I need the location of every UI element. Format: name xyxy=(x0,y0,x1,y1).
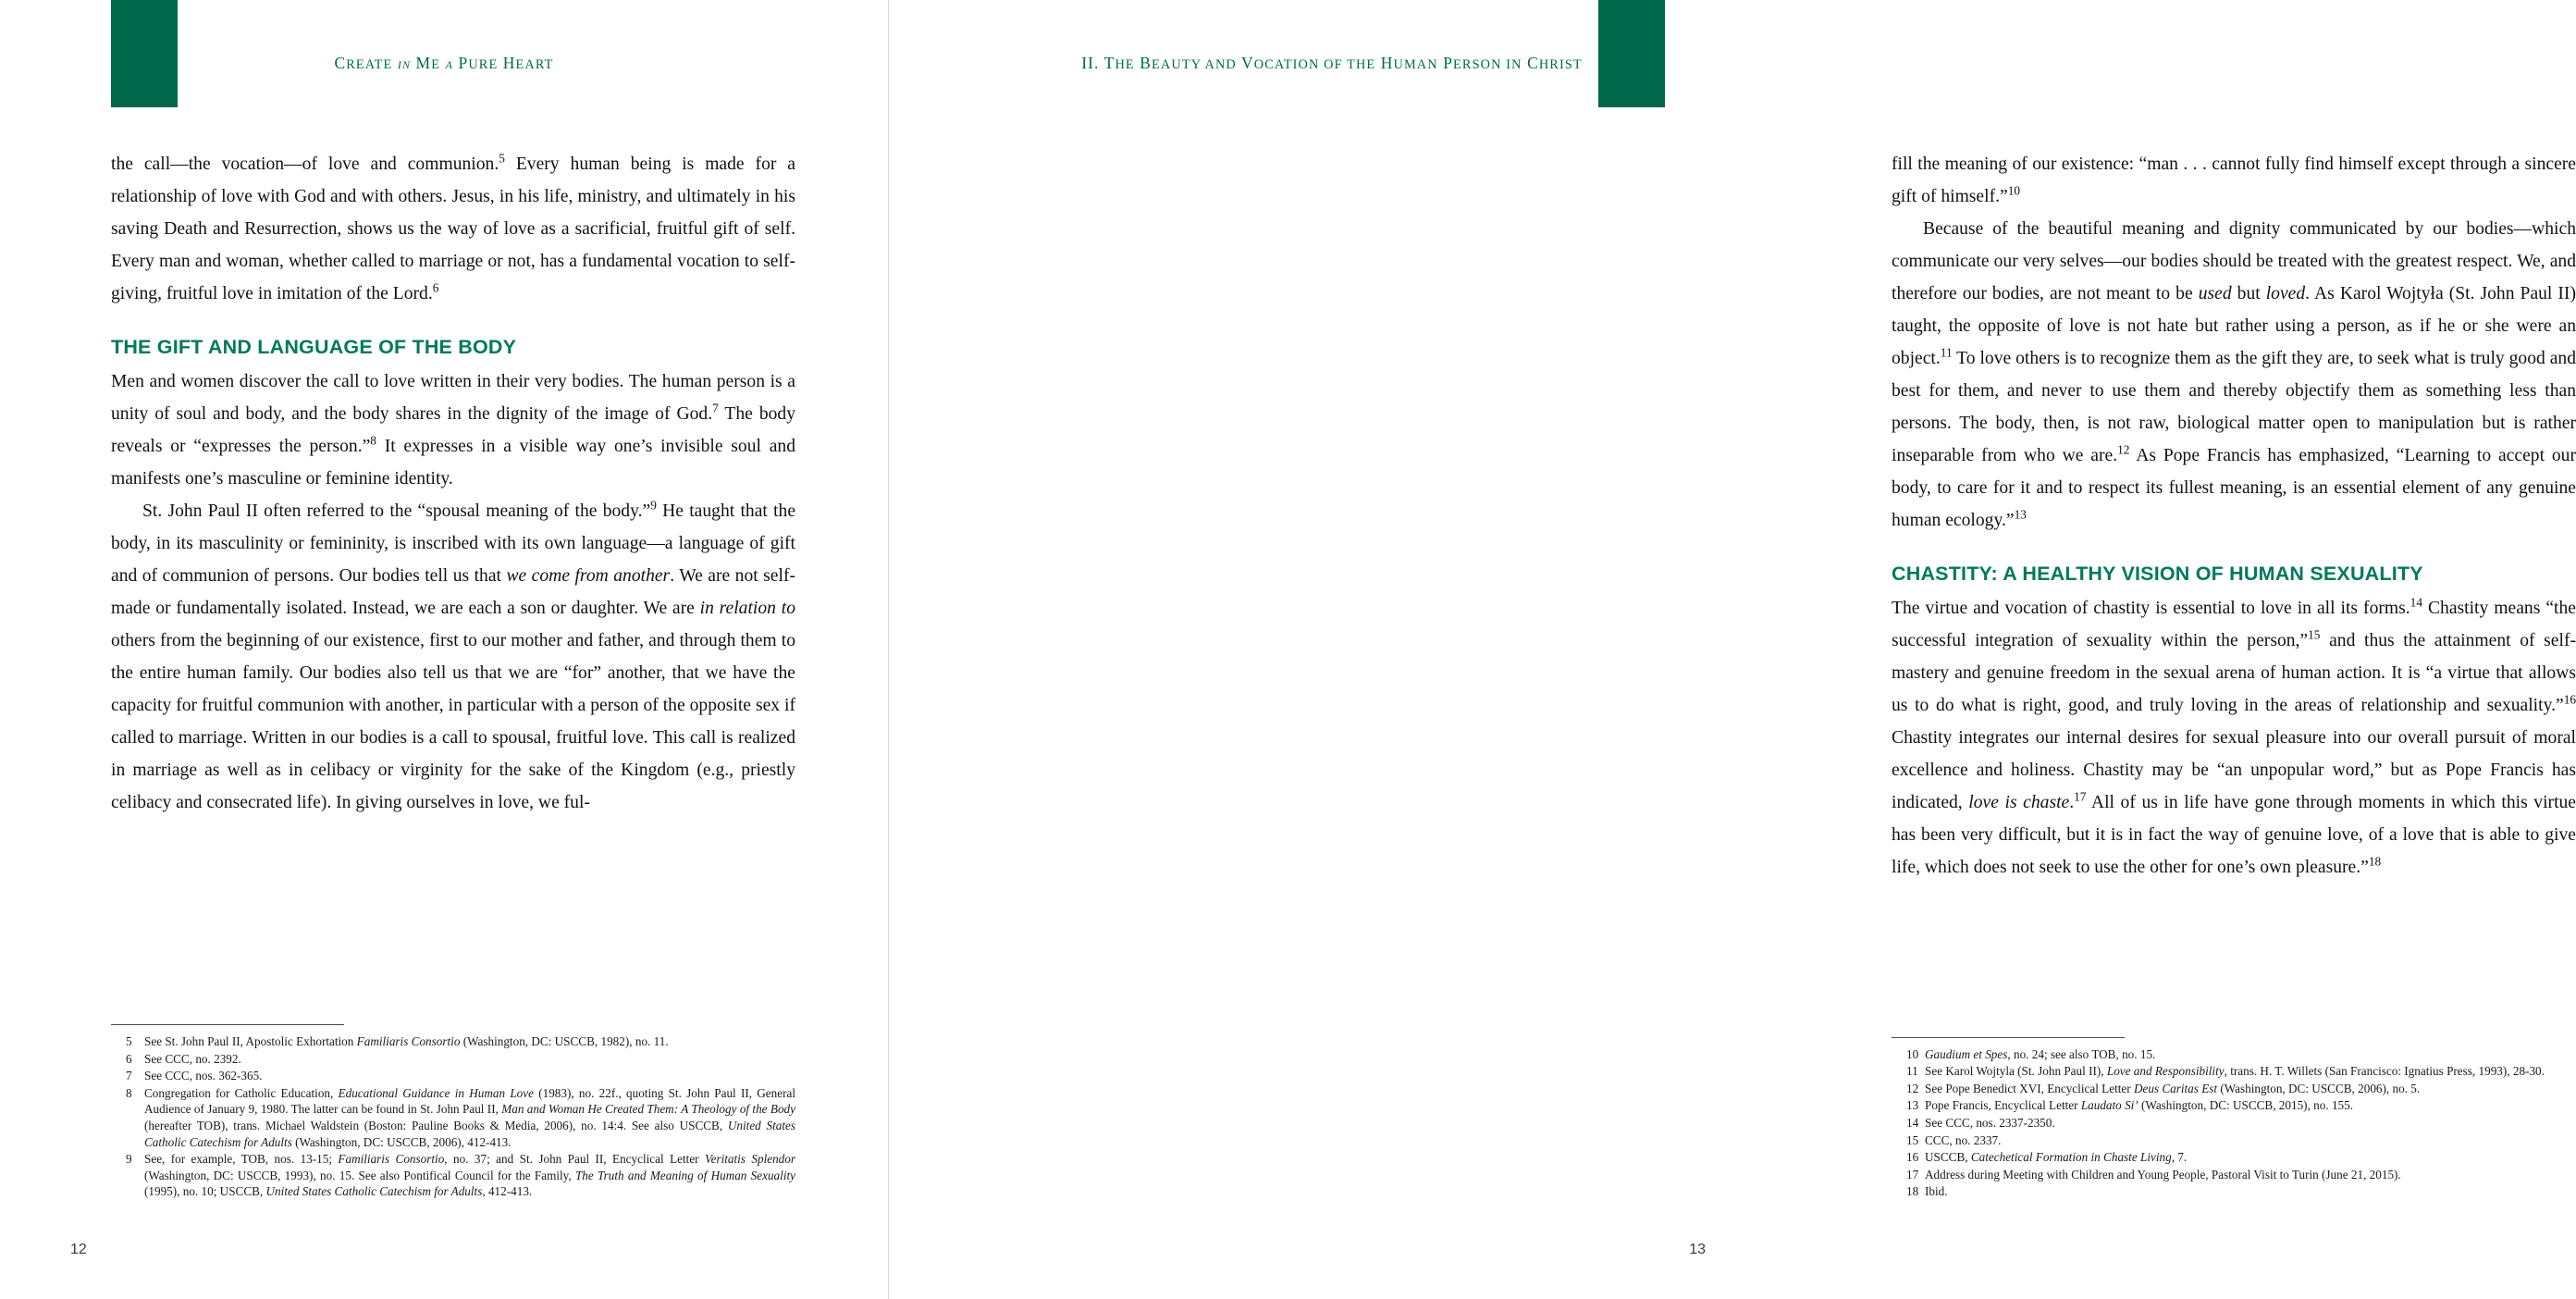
paragraph-continuation-right: fill the meaning of our existence: “man . . . cannot fully find himself except through a sincere gift of himself.”$^{10}$ xyxy=(1892,155,2576,206)
paragraph-body-unity: Men and women discover the call to love written in their very bodies. The human person is a unity of soul and body, and the body shares in the dignity of the image of God.$^7$ The body reveals or “expresses the person.”$^8$ It expresses in a visible way one’s invisible soul and manifests one’s masculine or feminine identity. xyxy=(111,372,796,489)
paragraph-chastity: The virtue and vocation of chastity is essential to love in all its forms.$^{14}$ Chastity means “the successful integration of sexuality within the person,”$^{15}$ and thus the attainment of self-mastery and genuine freedom in the sexual arena of human action. It is “a virtue that allows us to do what is right, good, and truly loving in the areas of relationship and sexuality.”$^{16}$ Chastity integrates our internal desires for sexual pleasure into our overall pursuit of moral excellence and holiness. Chastity may be “an unpopular word,” but as Pope Francis has indicated, love is chaste.$^{17}$ All of us in life have gone through moments in which this virtue has been very difficult, but it is in fact the way of genuine love, of a love that is able to give life, which does not seek to use the other for one’s own pleasure.”$^{18}$ xyxy=(1892,595,2576,877)
footnote-ref-5: 5 xyxy=(499,151,505,166)
footnote-item xyxy=(1892,1063,2576,1080)
footnote-number: 13 xyxy=(1906,1098,1919,1113)
footnote-item xyxy=(111,1085,795,1150)
footnote-ref-18: 18 xyxy=(2368,854,2382,869)
footnote-text: Congregation for Catholic Education, Educational Guidance in Human Love (1983), no. 22f., quoting St. John Paul II, General Audience of January 9, 1980. The latter can be found in St. John Paul II, Man and Woman He Created Them: A Theology of the Body (hereafter TOB), trans. Michael Waldstein (Boston: Pauline Books & Media, 2006), no. 14:4. See also USCCB, United States Catholic Catechism for Adults (Washington, DC: USCCB, 2006), 412-413. xyxy=(144,1085,796,1149)
footnote-item xyxy=(1892,1183,2576,1200)
footnote-ref-17: 17 xyxy=(2074,789,2087,804)
footnote-item xyxy=(111,1033,795,1050)
footnote-ref-15: 15 xyxy=(2308,627,2321,642)
footnote-item xyxy=(1892,1167,2576,1183)
left-page xyxy=(0,0,888,1299)
running-head-right xyxy=(888,54,1776,73)
footnote-text: Gaudium et Spes, no. 24; see also TOB, no. 15. xyxy=(1925,1046,2156,1061)
footnote-number: 10 xyxy=(1906,1046,1919,1061)
left-column-body xyxy=(111,148,795,819)
footnote-number: 6 xyxy=(126,1051,132,1066)
footnote-number: 15 xyxy=(1906,1132,1919,1147)
footnote-text: See St. John Paul II, Apostolic Exhortation Familiaris Consortio (Washington, DC: USCCB, 1982), no. 11. xyxy=(144,1034,669,1049)
footnote-text: See Pope Benedict XVI, Encyclical Letter Deus Caritas Est (Washington, DC: USCCB, 2006), no. 5. xyxy=(1925,1081,2421,1095)
footnote-item xyxy=(1892,1132,2576,1149)
footnote-ref-7: 7 xyxy=(712,401,719,415)
footnote-ref-9: 9 xyxy=(650,498,657,513)
footnote-ref-14: 14 xyxy=(2410,595,2422,610)
footnote-item xyxy=(1892,1046,2576,1063)
right-page xyxy=(888,0,2576,1299)
footnote-text: Pope Francis, Encyclical Letter Laudato Si’ (Washington, DC: USCCB, 2015), no. 155. xyxy=(1925,1098,2354,1113)
footnote-item xyxy=(1892,1149,2576,1166)
footnote-ref-11: 11 xyxy=(1940,345,1953,360)
right-column-body xyxy=(1892,148,2576,884)
footnote-text: See CCC, nos. 2337-2350. xyxy=(1925,1116,2055,1131)
footnote-text: See Karol Wojtyla (St. John Paul II), Love and Responsibility, trans. H. T. Willets (San Francisco: Ignatius Press, 1993), 28-30. xyxy=(1925,1064,2545,1079)
footnote-item xyxy=(111,1151,795,1200)
footnote-text: USCCB, Catechetical Formation in Chaste Living, 7. xyxy=(1925,1150,2188,1165)
footnote-number: 18 xyxy=(1906,1184,1919,1199)
paragraph-bodies-respect: Because of the beautiful meaning and dignity communicated by our bodies—which communicate our very selves—our bodies should be treated with the greatest respect. We, and therefore our bodies, are not meant to be used but loved. As Karol Wojtyła (St. John Paul II) taught, the opposite of love is not hate but rather using a person, as if he or she were an object.$^{11}$ To love others is to recognize them as the gift they are, to seek what is truly good and best for them, and never to use them and thereby objectify them as something less than persons. The body, then, is not raw, biological matter open to manipulation but is rather inseparable from who we are.$^{12}$ As Pope Francis has emphasized, “Learning to accept our body, to care for it and to respect its fullest meaning, is an essential element of any genuine human ecology.”$^{13}$ xyxy=(1892,219,2576,530)
footnote-text: See CCC, nos. 362-365. xyxy=(144,1069,263,1083)
footnote-ref-16: 16 xyxy=(2563,692,2576,707)
running-head-left xyxy=(0,54,888,73)
footnote-text: CCC, no. 2337. xyxy=(1925,1132,2002,1147)
section-heading-gift-and-language-of-the-body: THE GIFT AND LANGUAGE OF THE BODY xyxy=(111,336,517,358)
footnote-item xyxy=(1892,1081,2576,1097)
page-gutter-divider xyxy=(888,0,889,1299)
footnote-ref-13: 13 xyxy=(2014,507,2027,522)
footnote-separator-rule xyxy=(1892,1037,2125,1038)
footnote-ref-12: 12 xyxy=(2117,442,2130,457)
footnote-item xyxy=(111,1051,795,1068)
footnote-number: 5 xyxy=(126,1034,132,1049)
footnote-number: 12 xyxy=(1906,1081,1919,1095)
footnote-item xyxy=(1892,1097,2576,1114)
footnote-text: Address during Meeting with Children and Young People, Pastoral Visit to Turin (June 21, 2015). xyxy=(1925,1167,2401,1181)
footnote-ref-8: 8 xyxy=(370,433,376,448)
running-head-right-text: II. THE BEAUTY AND VOCATION OF THE HUMAN PERSON IN CHRIST xyxy=(1081,54,1583,72)
footnote-text: Ibid. xyxy=(1925,1184,1948,1199)
footnote-ref-10: 10 xyxy=(2007,183,2021,198)
footnote-number: 16 xyxy=(1906,1150,1919,1165)
section-heading-chastity: CHASTITY: A HEALTHY VISION OF HUMAN SEXUALITY xyxy=(1892,563,2423,585)
footnote-number: 17 xyxy=(1906,1167,1919,1181)
paragraph-continuation: the call—the vocation—of love and communion.$^5$ Every human being is made for a relationship of love with God and with others. Jesus, in his life, ministry, and ultimately in his saving Death and Resurrection, shows us the way of love as a sacrificial, fruitful gift of self. Every man and woman, whether called to marriage or not, has a fundamental vocation to self-giving, fruitful love in imitation of the Lord.$^6$ xyxy=(111,151,795,303)
footnote-number: 7 xyxy=(126,1069,132,1083)
footnote-text: See CCC, no. 2392. xyxy=(144,1051,241,1066)
page-number-right: 13 xyxy=(1689,1242,1706,1257)
footnote-separator-rule xyxy=(111,1024,344,1025)
paragraph-spousal-meaning: St. John Paul II often referred to the “spousal meaning of the body.”$^9$ He taught that the body, in its masculinity or femininity, is inscribed with its own language—a language of gift and of communion of persons. Our bodies tell us that we come from another. We are not self-made or fundamentally isolated. Instead, we are each a son or daughter. We are in relation to others from the beginning of our existence, first to our mother and father, and through them to the entire human family. Our bodies also tell us that we are “for” another, that we have the capacity for fruitful communion with another, in particular with a person of the opposite sex if called to marriage. Written in our bodies is a call to spousal, fruitful love. This call is realized in marriage as well as in celibacy or virginity for the sake of the Kingdom (e.g., priestly celibacy and consecrated life). In giving ourselves in love, we ful- xyxy=(111,498,796,812)
page-number-left: 12 xyxy=(70,1242,87,1257)
footnote-number: 14 xyxy=(1906,1116,1919,1131)
footnotes-left xyxy=(111,1024,795,1201)
footnotes-right xyxy=(1892,1037,2576,1201)
footnote-item xyxy=(1892,1115,2576,1132)
footnote-text: See, for example, TOB, nos. 13-15; Familiaris Consortio, no. 37; and St. John Paul II, Encyclical Letter Veritatis Splendor (Washington, DC: USCCB, 1993), no. 15. See also Pontifical Council for the Family, The Truth and Meaning of Human Sexuality (1995), no. 10; USCCB, United States Catholic Catechism for Adults, 412-413. xyxy=(144,1152,796,1199)
footnote-ref-6: 6 xyxy=(432,280,439,295)
running-head-left-text: CREATE in ME a PURE HEART xyxy=(334,54,554,72)
footnote-number: 11 xyxy=(1906,1064,1918,1079)
footnote-number: 8 xyxy=(126,1085,132,1100)
footnote-number: 9 xyxy=(126,1152,132,1167)
footnote-item xyxy=(111,1068,795,1084)
